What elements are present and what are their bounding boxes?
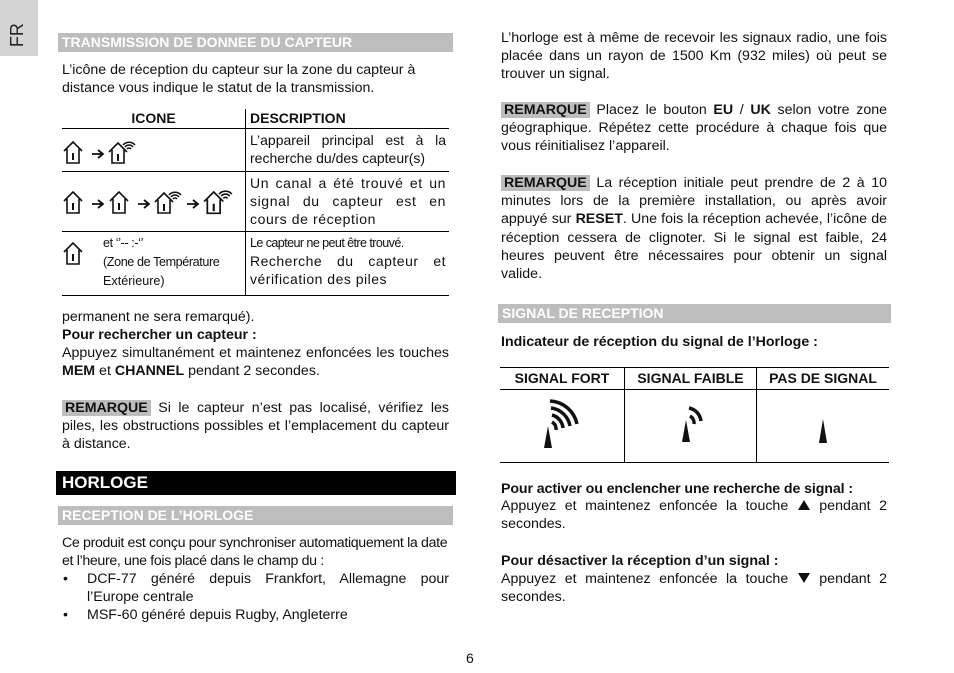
weak-signal-cell	[625, 390, 757, 463]
page-number: 6	[466, 650, 474, 666]
signal-strength-table	[500, 367, 889, 463]
sensor-remark: REMARQUE Si le capteur n’est pas localisé, vérifiez les piles, les obstructions possibles et l’emplacement du capteur à distance.	[62, 400, 449, 453]
row-description: L’appareil principal est à la recherche du/des capteur(s)	[246, 129, 450, 172]
icon-note-2: (Zone de Température	[103, 255, 220, 269]
indicator-title: Indicateur de réception du signal de l’Horloge :	[501, 334, 818, 350]
searching-icon	[62, 137, 142, 165]
down-triangle-icon	[797, 572, 811, 584]
reset-key: RESET	[575, 211, 623, 228]
table-header-icon: ICONE	[62, 109, 246, 129]
header-weak-signal: SIGNAL FAIBLE	[625, 368, 757, 390]
no-signal-cell	[757, 390, 890, 463]
signal-none-icon	[816, 415, 830, 445]
remark-label: REMARQUE	[501, 102, 590, 118]
reception-remark: REMARQUE La réception initiale peut prendre de 2 à 10 minutes lors de la première installation, ou après avoir appuyé sur RESET. Une fois la réception achevée, l’icône de réception cessera de clignoter. Si le signal est faible, 24 heures peuvent être nécessaires pour obtenir un signal valide.	[501, 175, 887, 283]
clock-range-text: L’horloge est à même de recevoir les signaux radio, une fois placée dans un rayon de 1500 Km (932 miles) où peut se trouver un signal.	[501, 30, 887, 83]
icon-cell	[62, 172, 246, 232]
row-description-line2: Recherche du capteur et vérification des piles	[250, 253, 446, 287]
receiving-icon-sequence	[62, 186, 242, 216]
remark-label: REMARQUE	[501, 175, 590, 191]
language-tab	[0, 0, 38, 56]
section-header-clock: HORLOGE	[56, 471, 456, 495]
house-icon	[62, 238, 88, 268]
section-header-clock-reception: RECEPTION DE L’HORLOGE	[58, 506, 453, 525]
sensor-icon-table	[62, 109, 449, 296]
remark-label: REMARQUE	[62, 400, 151, 416]
section-header-signal: SIGNAL DE RECEPTION	[498, 304, 891, 323]
channel-key: CHANNEL	[114, 363, 185, 380]
header-no-signal: PAS DE SIGNAL	[757, 368, 890, 390]
row-description	[246, 232, 450, 296]
clock-intro: Ce produit est conçu pour synchroniser automatiquement la date et l’heure, une fois placé dans le champ du :	[62, 535, 448, 570]
language-label: FR	[6, 23, 27, 48]
table-row	[62, 129, 449, 172]
after-table-text: permanent ne sera remarqué).	[62, 309, 255, 325]
row-description-line1: Le capteur ne peut être trouvé.	[250, 236, 404, 250]
icon-note-3: Extérieure)	[103, 274, 165, 288]
search-sensor-title: Pour rechercher un capteur :	[62, 327, 257, 343]
up-triangle-icon	[797, 499, 811, 511]
table-row	[62, 172, 449, 232]
deactivate-text: Appuyez et maintenez enfoncée la touche pendant 2 secondes.	[501, 571, 887, 606]
activate-text: Appuyez et maintenez enfoncée la touche pendant 2 secondes.	[501, 498, 887, 533]
section-header-sensor: TRANSMISSION DE DONNEE DU CAPTEUR	[58, 33, 453, 52]
eu-key: EU	[713, 102, 734, 118]
signal-weak-icon	[678, 402, 704, 444]
zone-remark: REMARQUE Placez le bouton EU / UK selon votre zone géographique. Répétez cette procédure à chaque fois que vous réinitialisez l’appareil.	[501, 102, 887, 155]
list-item: • DCF-77 généré depuis Frankfort, Allemagne pour l’Europe centrale	[63, 571, 449, 606]
mem-key: MEM	[62, 363, 96, 380]
list-item: • MSF-60 généré depuis Rugby, Angleterre	[63, 607, 348, 624]
signal-strong-icon	[540, 396, 584, 450]
search-sensor-text: Appuyez simultanément et maintenez enfoncées les touches MEM et CHANNEL pendant 2 secondes.	[62, 345, 449, 380]
table-row	[500, 390, 889, 463]
table-header-description: DESCRIPTION	[246, 109, 450, 129]
signal-source-list	[62, 570, 449, 625]
row-description: Un canal a été trouvé et un signal du capteur est en cours de réception	[246, 172, 450, 232]
strong-signal-cell	[500, 390, 625, 463]
icon-note-1: et ‘’-- :-‘’	[103, 236, 143, 250]
header-strong-signal: SIGNAL FORT	[500, 368, 625, 390]
sensor-intro: L’icône de réception du capteur sur la zone du capteur à distance vous indique le statut de la transmission.	[62, 62, 416, 97]
icon-cell	[62, 232, 246, 296]
uk-key: UK	[750, 102, 771, 118]
icon-cell	[62, 129, 246, 172]
table-row	[62, 232, 449, 296]
activate-title: Pour activer ou enclencher une recherche de signal :	[501, 481, 853, 497]
deactivate-title: Pour désactiver la réception d’un signal :	[501, 553, 779, 569]
